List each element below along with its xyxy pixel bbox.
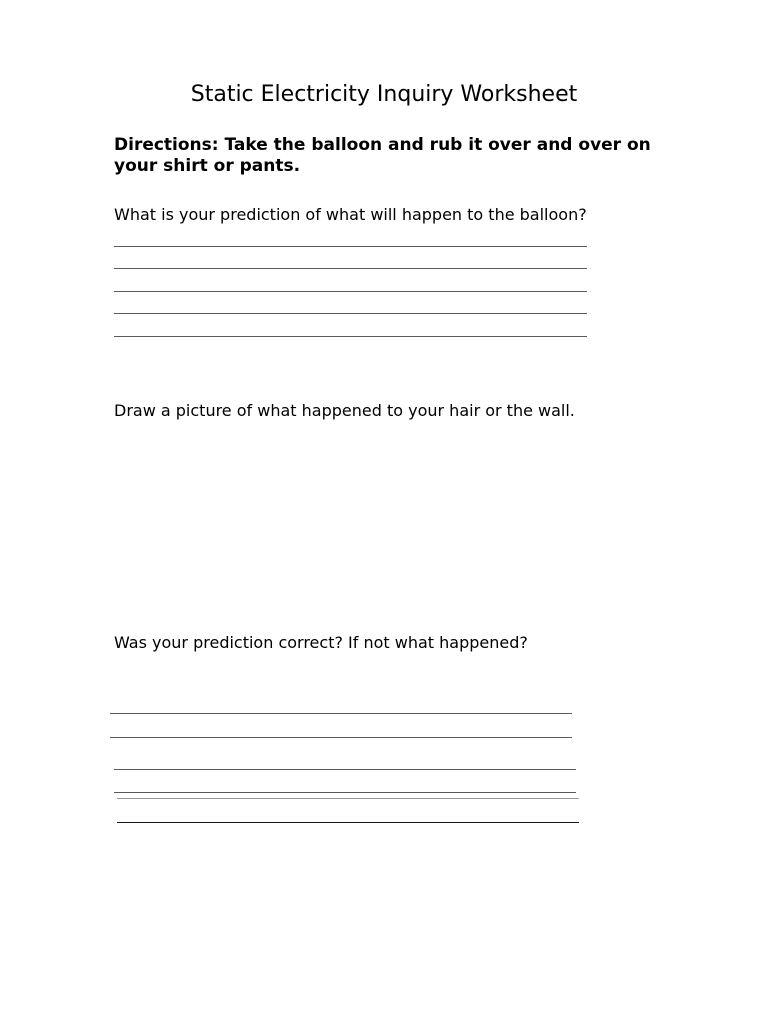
worksheet-title: Static Electricity Inquiry Worksheet [190,82,578,107]
answer-line[interactable] [114,268,587,269]
outcome-question: Was your prediction correct? If not what happened? [114,633,528,652]
drawing-area[interactable] [114,430,654,620]
directions-text: Directions: Take the balloon and rub it over and over on your shirt or pants. [114,135,651,176]
answer-line[interactable] [114,291,587,292]
answer-line[interactable] [117,798,579,799]
answer-line[interactable] [117,822,579,823]
answer-line[interactable] [110,713,572,714]
answer-line[interactable] [110,737,572,738]
prediction-question: What is your prediction of what will happen to the balloon? [114,205,587,224]
drawing-question: Draw a picture of what happened to your hair or the wall. [114,401,575,420]
answer-line[interactable] [114,246,587,247]
answer-line[interactable] [114,769,576,770]
answer-line[interactable] [114,792,576,793]
answer-line[interactable] [114,313,587,314]
answer-line[interactable] [114,336,587,337]
